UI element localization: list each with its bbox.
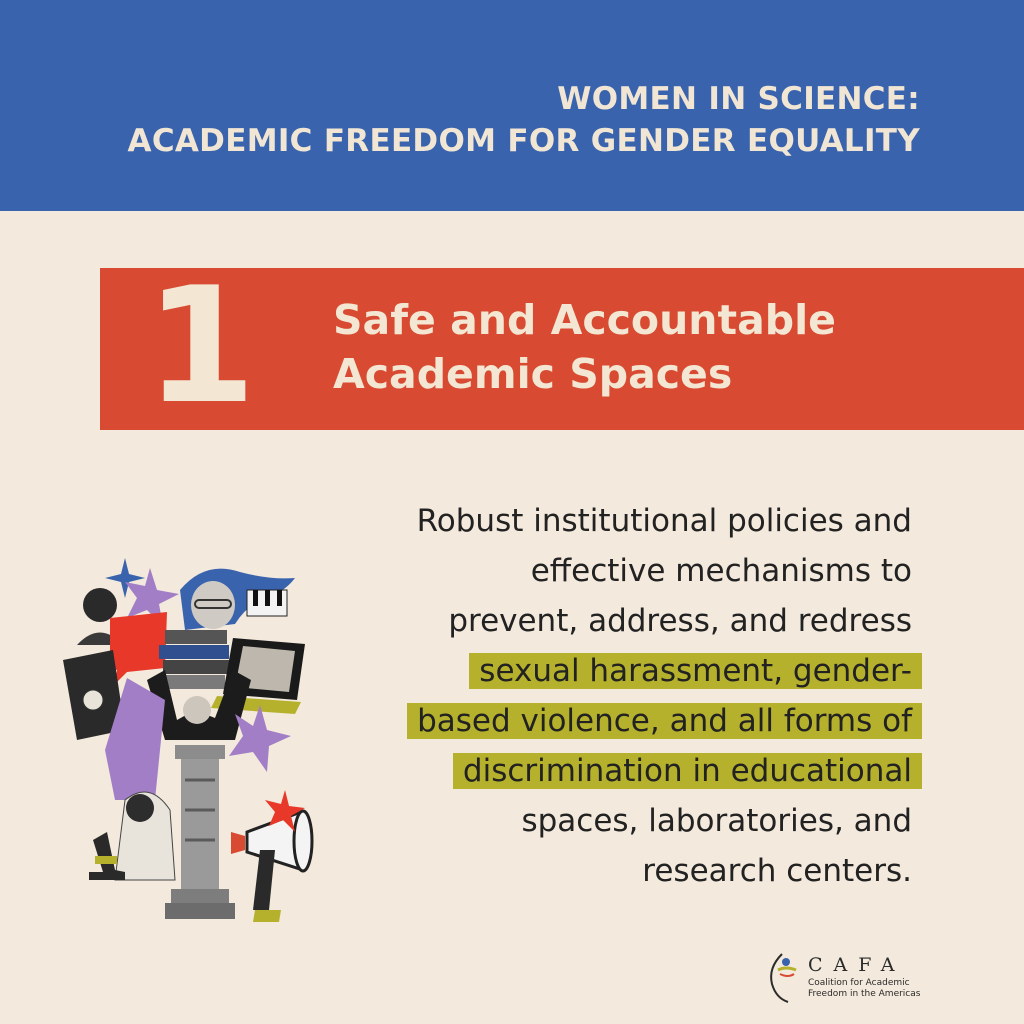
section-number: 1 bbox=[145, 252, 257, 439]
body-line-text: research centers. bbox=[642, 853, 912, 889]
page-title-line-2: ACADEMIC FREEDOM FOR GENDER EQUALITY bbox=[127, 123, 920, 159]
body-line-highlighted bbox=[352, 696, 912, 746]
women-in-science-collage bbox=[55, 550, 330, 940]
cafa-logo-mark-icon bbox=[764, 950, 804, 1004]
woman-face bbox=[191, 581, 235, 629]
body-line-highlighted bbox=[352, 746, 912, 796]
highlighted-text: discrimination in educational bbox=[453, 753, 922, 789]
body-line bbox=[352, 546, 912, 596]
books-stack bbox=[165, 630, 227, 644]
flask-icon bbox=[83, 690, 103, 710]
body-line-highlighted bbox=[352, 646, 912, 696]
cafa-logo bbox=[764, 950, 934, 1010]
section-title-line-2: Academic Spaces bbox=[333, 350, 733, 398]
section-title-line-1: Safe and Accountable bbox=[333, 296, 836, 344]
woman-portrait bbox=[83, 588, 117, 622]
body-line-text: effective mechanisms to bbox=[530, 553, 912, 589]
logo-organization-name bbox=[808, 978, 938, 1000]
highlighted-text: based violence, and all forms of bbox=[407, 703, 922, 739]
page-title bbox=[128, 78, 920, 162]
section-title bbox=[333, 293, 836, 401]
logo-acronym: CAFA bbox=[808, 954, 906, 976]
body-paragraph bbox=[352, 496, 912, 896]
page-title-line-1: WOMEN IN SCIENCE: bbox=[557, 81, 920, 117]
body-line bbox=[352, 496, 912, 546]
body-line bbox=[352, 796, 912, 846]
logo-name-line-2: Freedom in the Americas bbox=[808, 989, 921, 999]
body-line-text: prevent, address, and redress bbox=[448, 603, 912, 639]
body-line-text: spaces, laboratories, and bbox=[521, 803, 912, 839]
highlighted-text: sexual harassment, gender- bbox=[469, 653, 922, 689]
speech-bubble-icon bbox=[110, 612, 167, 684]
body-line bbox=[352, 596, 912, 646]
logo-name-line-1: Coalition for Academic bbox=[808, 978, 910, 988]
column-pillar bbox=[175, 745, 225, 759]
body-line-text: Robust institutional policies and bbox=[416, 503, 912, 539]
body-line bbox=[352, 846, 912, 896]
